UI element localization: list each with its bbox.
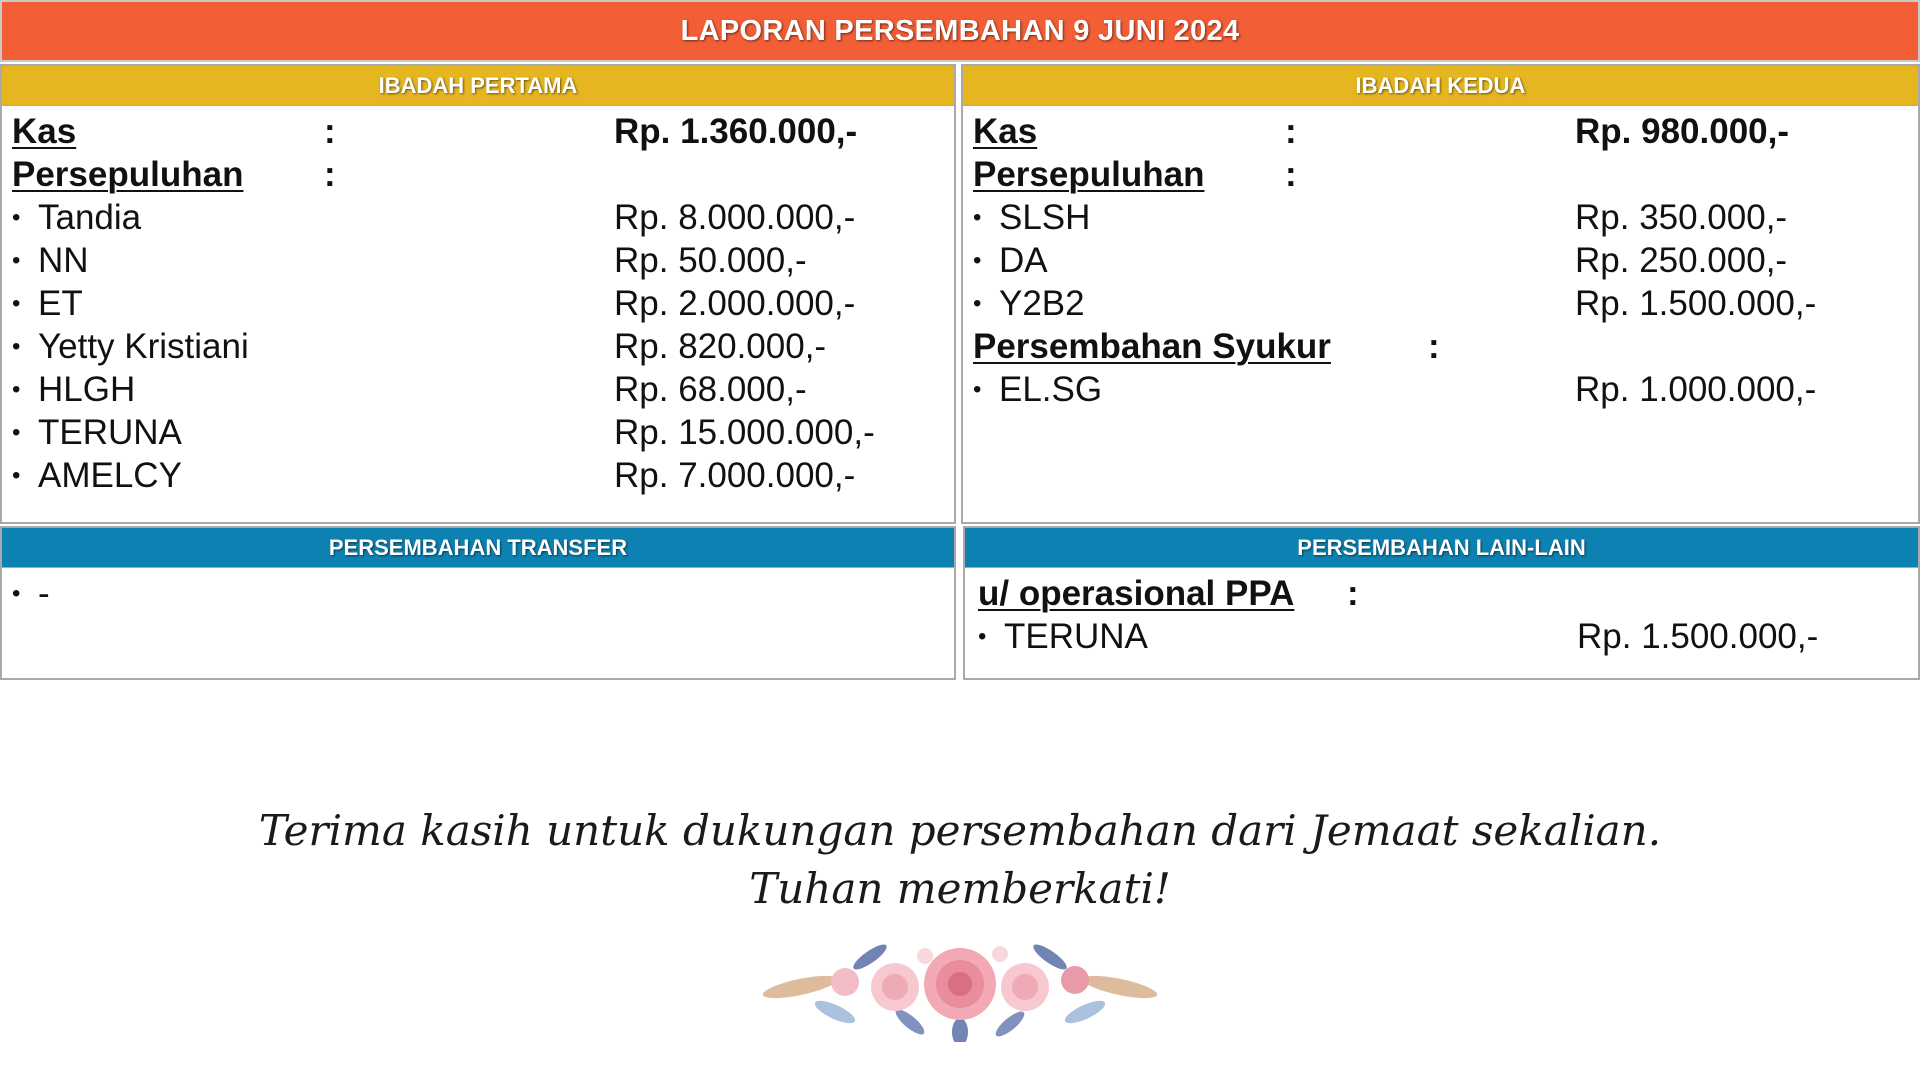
blessing-message: Tuhan memberkati!: [749, 864, 1171, 913]
bullet: •: [12, 333, 21, 360]
persepuluhan-label: Persepuluhan: [973, 155, 1205, 194]
kas-row: [973, 110, 1908, 153]
persepuluhan-label: Persepuluhan: [12, 155, 244, 194]
donor-amount: Rp. 2.000.000,-: [614, 284, 856, 323]
kas-row: [12, 110, 944, 153]
persepuluhan-row: [12, 153, 944, 196]
colon: :: [1347, 574, 1359, 613]
panel-persembahan-lain-lain: [963, 526, 1920, 680]
list-item: [973, 282, 1908, 325]
donor-amount: Rp. 8.000.000,-: [614, 198, 856, 237]
list-item: [12, 282, 944, 325]
donor-amount: Rp. 1.500.000,-: [1577, 617, 1819, 656]
list-item: [973, 239, 1908, 282]
bullet: •: [12, 290, 21, 317]
bullet: •: [973, 290, 982, 317]
bullet: •: [12, 247, 21, 274]
list-item: [973, 196, 1908, 239]
donor-name: TERUNA: [38, 413, 182, 452]
kas-label: Kas: [12, 112, 77, 151]
colon: :: [324, 112, 336, 151]
donor-amount: Rp. 250.000,-: [1575, 241, 1788, 280]
bullet: •: [12, 419, 21, 446]
colon: :: [1428, 327, 1440, 366]
donor-amount: Rp. 1.000.000,-: [1575, 370, 1817, 409]
donor-amount: Rp. 68.000,-: [614, 370, 807, 409]
donor-name: NN: [38, 241, 89, 280]
donor-name: ET: [38, 284, 83, 323]
floral-ornament-icon: [760, 932, 1160, 1042]
donor-name: TERUNA: [1004, 617, 1148, 656]
syukur-label: Persembahan Syukur: [973, 327, 1331, 366]
list-item: [12, 454, 944, 497]
donor-name: Tandia: [38, 198, 142, 237]
list-item: [12, 239, 944, 282]
list-item: [12, 196, 944, 239]
donor-name: SLSH: [999, 198, 1091, 237]
donor-name: Yetty Kristiani: [38, 327, 249, 366]
list-item: [12, 368, 944, 411]
heading-persembahan-lain-lain: PERSEMBAHAN LAIN-LAIN: [965, 528, 1918, 568]
colon: :: [324, 155, 336, 194]
donor-name: Y2B2: [999, 284, 1085, 323]
donor-name: AMELCY: [38, 456, 182, 495]
donor-amount: Rp. 7.000.000,-: [614, 456, 856, 495]
report-title: LAPORAN PERSEMBAHAN 9 JUNI 2024: [0, 0, 1920, 62]
bullet: •: [973, 204, 982, 231]
bullet: •: [973, 376, 982, 403]
donor-name: DA: [999, 241, 1048, 280]
ppa-label: u/ operasional PPA: [978, 574, 1295, 613]
bullet: •: [978, 623, 987, 650]
transfer-entry: -: [38, 574, 50, 613]
list-item: [973, 368, 1908, 411]
bullet: •: [973, 247, 982, 274]
donor-amount: Rp. 1.500.000,-: [1575, 284, 1817, 323]
heading-persembahan-transfer: PERSEMBAHAN TRANSFER: [2, 528, 954, 568]
kas-amount: Rp. 980.000,-: [1575, 112, 1789, 151]
list-item: [12, 572, 944, 615]
ppa-row: [978, 572, 1908, 615]
bullet: •: [12, 580, 21, 607]
colon: :: [1285, 155, 1297, 194]
thanks-message: Terima kasih untuk dukungan persembahan dari Jemaat sekalian.: [258, 806, 1662, 855]
heading-ibadah-kedua: IBADAH KEDUA: [963, 66, 1918, 106]
list-item: [12, 325, 944, 368]
list-item: [978, 615, 1908, 658]
persepuluhan-row: [973, 153, 1908, 196]
donor-amount: Rp. 350.000,-: [1575, 198, 1788, 237]
bullet: •: [12, 204, 21, 231]
panel-persembahan-transfer: [0, 526, 956, 680]
bullet: •: [12, 462, 21, 489]
syukur-row: [973, 325, 1908, 368]
colon: :: [1285, 112, 1297, 151]
heading-ibadah-pertama: IBADAH PERTAMA: [2, 66, 954, 106]
donor-amount: Rp. 820.000,-: [614, 327, 827, 366]
donor-amount: Rp. 15.000.000,-: [614, 413, 875, 452]
donor-name: HLGH: [38, 370, 136, 409]
list-item: [12, 411, 944, 454]
panel-ibadah-kedua: [961, 64, 1920, 524]
bullet: •: [12, 376, 21, 403]
kas-label: Kas: [973, 112, 1038, 151]
panel-ibadah-pertama: [0, 64, 956, 524]
donor-name: EL.SG: [999, 370, 1103, 409]
donor-amount: Rp. 50.000,-: [614, 241, 807, 280]
kas-amount: Rp. 1.360.000,-: [614, 112, 858, 151]
